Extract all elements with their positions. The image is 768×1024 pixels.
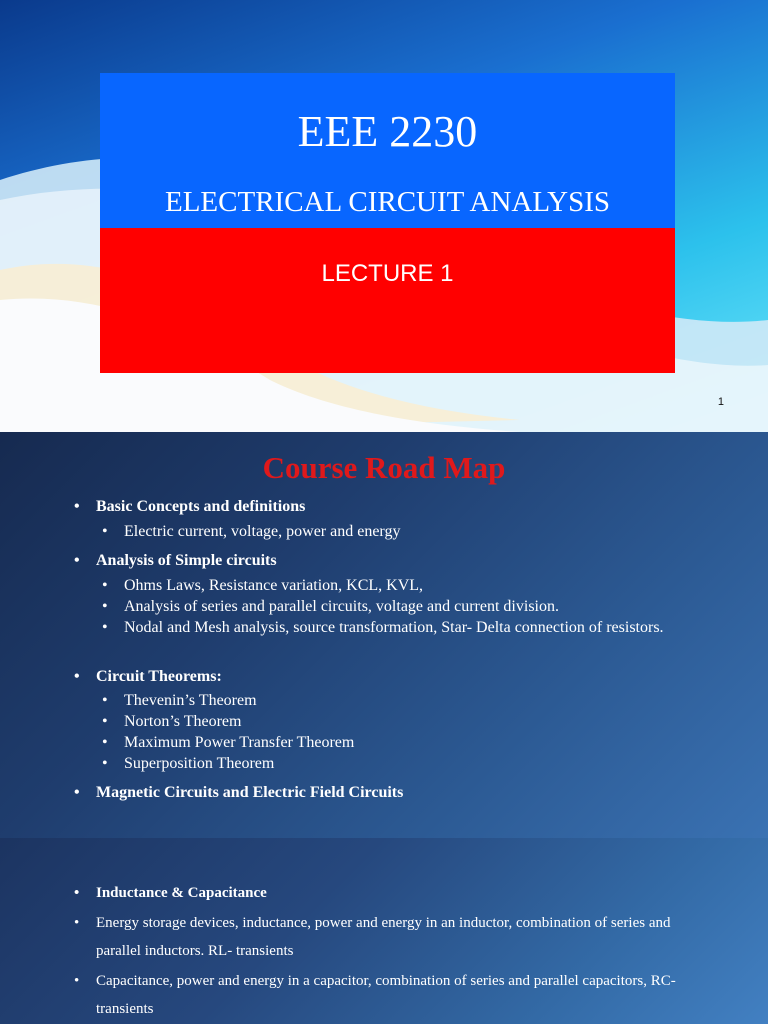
list-item: • Superposition Theorem [102,755,275,772]
list-item-text: Thevenin’s Theorem [124,692,257,709]
course-code: EEE 2230 [297,107,478,156]
course-road-map-slide [0,432,768,838]
list-item: • Energy storage devices, inductance, power and energy in an inductor, combination of series and parallel inductors. RL- transients [74,915,671,959]
title-slide [0,0,768,432]
list-item: • Analysis of series and parallel circuits, voltage and current division. [102,598,559,615]
course-title: ELECTRICAL CIRCUIT ANALYSIS [165,186,610,218]
list-item-text: Basic Concepts and definitions [96,498,306,515]
list-item-text: Analysis of Simple circuits [96,552,277,569]
list-item: • Inductance & Capacitance [74,885,267,901]
list-item: • Nodal and Mesh analysis, source transformation, Star- Delta connection of resistors. [102,619,664,636]
list-item-text: Nodal and Mesh analysis, source transformation, Star- Delta connection of resistors. [124,619,664,636]
list-item: • Ohms Laws, Resistance variation, KCL, KVL, [102,577,424,594]
list-item-text: Capacitance, power and energy in a capacitor, combination of series and parallel capacitors, RC- transients [96,973,676,1017]
list-item: • Circuit Theorems: [74,668,222,685]
list-item: • Thevenin’s Theorem [102,692,257,709]
list-item-text: Magnetic Circuits and Electric Field Circuits [96,784,404,801]
list-item: • Basic Concepts and definitions [74,498,306,515]
list-item: • Capacitance, power and energy in a capacitor, combination of series and parallel capacitors, RC- transients [74,973,676,1017]
lecture-label: LECTURE 1 [321,260,454,287]
inductance-capacitance-slide [0,838,768,1024]
lecture-box [100,228,675,373]
list-item-text: Circuit Theorems: [96,668,222,685]
list-item: • Analysis of Simple circuits [74,552,277,569]
list-item-text: Ohms Laws, Resistance variation, KCL, KVL, [124,577,424,594]
list-item-text: Norton’s Theorem [124,713,242,730]
list-item-text: Electric current, voltage, power and energy [124,523,401,540]
list-item-text: Superposition Theorem [124,755,275,772]
slide-title: Course Road Map [262,450,506,485]
list-item: • Magnetic Circuits and Electric Field Circuits [74,784,404,801]
list-item-text: Maximum Power Transfer Theorem [124,734,355,751]
list-item: • Electric current, voltage, power and energy [102,523,401,540]
list-item-text: Energy storage devices, inductance, power and energy in an inductor, combination of series and parallel inductors. RL- transients [96,915,671,959]
list-item-text: Inductance & Capacitance [96,885,267,901]
list-item-text: Analysis of series and parallel circuits, voltage and current division. [124,598,559,615]
list-item: • Maximum Power Transfer Theorem [102,734,355,751]
page-number: 1 [717,396,724,408]
list-item: • Norton’s Theorem [102,713,242,730]
